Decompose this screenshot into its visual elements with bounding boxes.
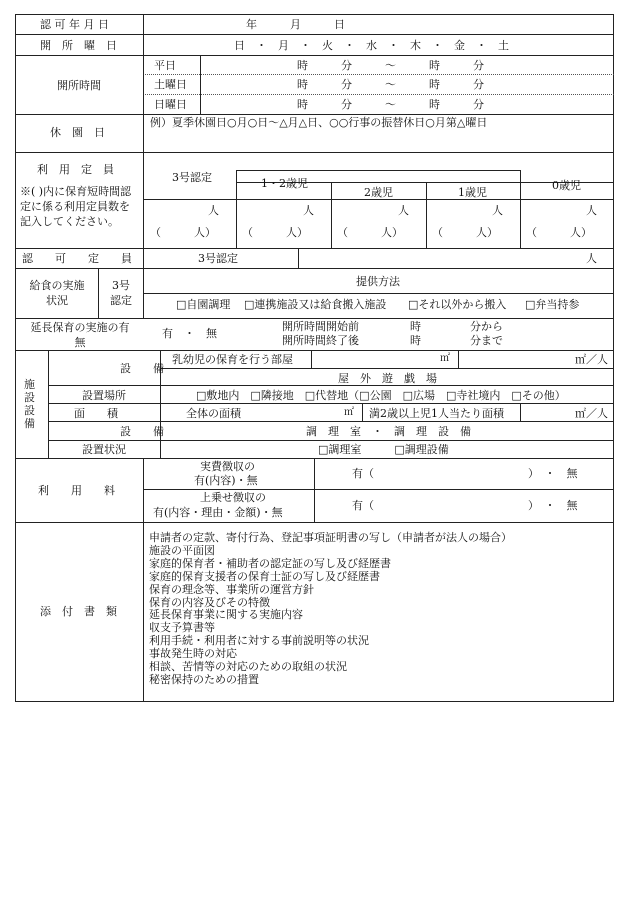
room-area-per-child-unit: ㎡／人 [575, 353, 608, 366]
weekday-label: 平日 [154, 59, 176, 72]
age-1-2-label: 1・2歳児 [261, 177, 308, 190]
column-divider [362, 403, 363, 421]
approval-date-value: 年 月 日 [246, 18, 345, 31]
actual-cost-label-2: 有(内容)・無 [194, 474, 258, 487]
room-area-unit: ㎡ [440, 353, 450, 364]
row-divider [15, 350, 614, 351]
age-0-unit: 人 [586, 204, 597, 217]
attachment-item: 秘密保持のための措置 [149, 672, 259, 686]
location-label: 設置場所 [82, 389, 126, 402]
attachment-item: 施設の平面図 [149, 543, 215, 557]
capacity-note: ※( )内に保育短時間認定に係る利用定員数を記入してください。 [20, 185, 132, 228]
extended-care-label: 延長保育の実施の有無 [30, 321, 130, 349]
attachment-item: 保育の内容及びその特徴 [149, 595, 270, 609]
attachment-item: 利用手続・利用者に対する事前説明等の状況 [149, 634, 369, 648]
provision-method-label: 提供方法 [356, 275, 400, 288]
row-divider [15, 114, 614, 115]
after-closing-label: 開所時間終了後 [282, 334, 359, 347]
age-1-2-unit: 人 [303, 204, 314, 217]
actual-cost-label-1: 実費徴収の [200, 460, 255, 473]
saturday-hours: 時 分 ～ 時 分 [297, 78, 484, 91]
row-divider [15, 34, 614, 35]
attachment-item: 収支予算書等 [149, 621, 215, 635]
column-divider [311, 350, 312, 368]
setup-status-label: 設置状況 [82, 443, 126, 456]
approved-unit: 人 [586, 252, 597, 265]
cert3-label: 3号認定 [172, 171, 212, 184]
attachment-item: 事故発生時の対応 [149, 647, 237, 661]
approved-cert3: 3号認定 [198, 252, 238, 265]
column-divider [143, 458, 144, 702]
column-divider [331, 182, 332, 248]
cert3-short-time: （ 人） [150, 226, 216, 239]
age-0-short-time: （ 人） [526, 226, 592, 239]
saturday-label: 土曜日 [154, 78, 187, 91]
column-divider [298, 248, 299, 268]
sunday-label: 日曜日 [154, 98, 187, 111]
row-divider [15, 268, 614, 269]
weekday-hours: 時 分 ～ 時 分 [297, 59, 484, 72]
row-divider [15, 55, 614, 56]
kitchen-label: 調 理 室 ・ 調 理 設 備 [306, 425, 471, 438]
row-divider [143, 199, 614, 200]
before-from: 分から [470, 320, 503, 333]
column-divider [520, 170, 521, 248]
holidays-example: 例）夏季休園日○月○日～△月△日、○○行事の振替休日○月第△曜日 [150, 116, 488, 129]
sunday-hours: 時 分 ～ 時 分 [297, 98, 484, 111]
row-divider [143, 489, 614, 490]
fees-label: 利 用 料 [38, 484, 115, 497]
attachment-item: 家庭的保育支援者の保育士証の写し及び経歴書 [149, 569, 380, 583]
age-1-label: 1歳児 [458, 186, 487, 199]
option-in-house[interactable]: □自園調理 [176, 298, 231, 311]
row-divider [15, 522, 614, 523]
attachments-label: 添 付 書 類 [40, 605, 117, 618]
age-2-unit: 人 [398, 204, 409, 217]
row-divider [160, 368, 614, 369]
opening-hours-label: 開所時間 [57, 79, 101, 92]
attachment-item: 申請者の定款、寄付行為、登記事項証明書の写し（申請者が法人の場合） [149, 531, 512, 544]
location-options[interactable]: □敷地内 □隣接地 □代替地（□公園 □広場 □寺社境内 □その他） [196, 389, 566, 402]
before-hour: 時 [410, 320, 421, 333]
age-1-2-short-time: （ 人） [242, 226, 308, 239]
column-divider [98, 268, 99, 318]
open-days-label: 開 所 曜 日 [40, 39, 117, 52]
attachment-item: 保育の理念等、事業所の運営方針 [149, 582, 314, 596]
row-divider [15, 248, 614, 249]
nursery-room-label: 乳幼児の保育を行う部屋 [172, 353, 293, 366]
age-0-label: 0歳児 [552, 179, 581, 192]
row-divider [48, 440, 614, 441]
before-opening-label: 開所時間開始前 [282, 320, 359, 333]
attachments-list [149, 532, 512, 687]
after-until: 分まで [470, 334, 503, 347]
holidays-label: 休 園 日 [50, 126, 105, 139]
column-divider [48, 350, 49, 458]
capacity-label: 利 用 定 員 [37, 163, 114, 176]
total-area-label: 全体の面積 [186, 407, 241, 420]
facility-label: 施設設備 [24, 378, 35, 430]
option-packed-lunch[interactable]: □弁当持参 [525, 298, 580, 311]
column-divider [520, 403, 521, 421]
age-1-unit: 人 [492, 204, 503, 217]
after-hour: 時 [410, 334, 421, 347]
column-divider [200, 55, 201, 114]
extended-care-value: 有 ・ 無 [162, 327, 217, 340]
row-divider [15, 318, 614, 319]
column-divider [143, 14, 144, 318]
extra-charge-label-1: 上乗せ徴収の [200, 491, 266, 504]
per-child-area-label: 満2歳以上児1人当たり面積 [369, 407, 504, 420]
actual-cost-value: 有（ ） ・ 無 [352, 467, 578, 480]
total-area-unit: ㎡ [344, 407, 354, 418]
age-1-short-time: （ 人） [432, 226, 498, 239]
attachment-item: 延長保育事業に関する実施内容 [149, 608, 303, 622]
attachment-item: 相談、苦情等の対応のための取組の状況 [149, 660, 347, 674]
cert3-unit: 人 [208, 204, 219, 217]
approval-date-label: 認 可 年 月 日 [40, 18, 109, 31]
age-2-label: 2歳児 [364, 186, 393, 199]
kitchen-options[interactable]: □調理室 □調理設備 [318, 443, 449, 456]
row-divider [15, 152, 614, 153]
row-divider [143, 293, 614, 294]
age-2-short-time: （ 人） [337, 226, 403, 239]
column-divider [236, 170, 237, 248]
equipment-label: 設 備 [120, 362, 164, 375]
attachment-item: 家庭的保育者・補助者の認定証の写し及び経歴書 [149, 556, 391, 570]
option-partner-facility[interactable]: □連携施設又は給食搬入施設 [244, 298, 387, 311]
row-divider [48, 421, 614, 422]
per-child-area-unit: ㎡／人 [575, 407, 608, 420]
option-other-delivery[interactable]: □それ以外から搬入 [408, 298, 507, 311]
equipment-label-2: 設 備 [120, 425, 164, 438]
open-days-value: 日 ・ 月 ・ 火 ・ 水 ・ 木 ・ 金 ・ 土 [234, 39, 509, 52]
row-divider [143, 94, 614, 95]
column-divider [426, 182, 427, 248]
outdoor-playground-label: 屋 外 遊 戯 場 [338, 372, 437, 385]
row-divider [48, 403, 614, 404]
column-divider [458, 350, 459, 368]
meals-label: 給食の実施状況 [29, 279, 85, 307]
row-divider [236, 170, 520, 171]
row-divider [48, 385, 614, 386]
extra-charge-value: 有（ ） ・ 無 [352, 499, 578, 512]
area-label: 面 積 [74, 407, 118, 420]
extra-charge-label-2: 有(内容・理由・金額)・無 [153, 506, 283, 519]
column-divider [314, 458, 315, 522]
approved-capacity-label: 認 可 定 員 [22, 252, 132, 265]
meals-cert: 3号認定 [110, 279, 132, 307]
row-divider [143, 74, 614, 75]
